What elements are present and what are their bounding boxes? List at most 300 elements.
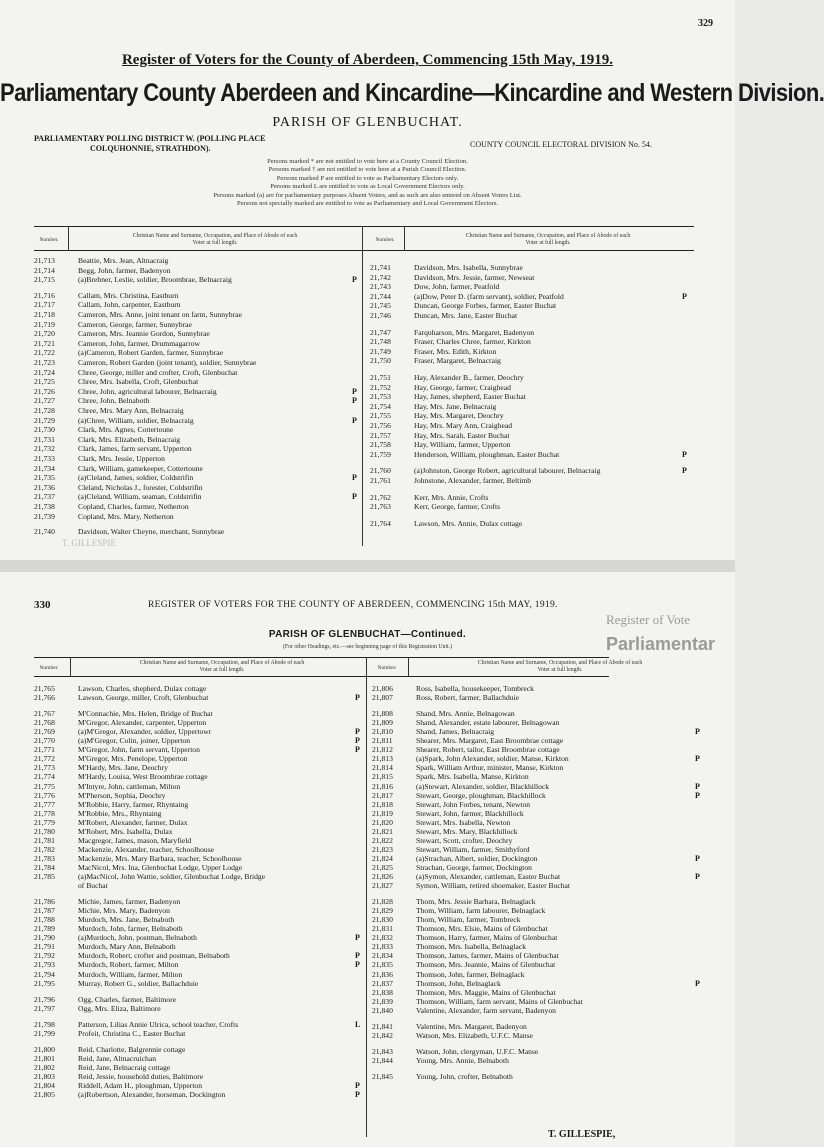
voter-number: 21,726 [34, 386, 55, 396]
table-header-rule [34, 676, 609, 677]
voter-number: 21,811 [372, 736, 393, 746]
voter-entry: Clark, Mrs. Jessie, Upperton [78, 454, 165, 463]
voter-entry: Hay, George, farmer, Craighead [414, 382, 511, 392]
voter-entry: Valentine, Alexander, farm servant, Badenyon [416, 1005, 556, 1015]
table-header-rule [34, 250, 694, 251]
voter-entry: Hay, William, farmer, Upperton [414, 440, 511, 450]
voter-number: 21,827 [372, 881, 393, 891]
voter-number: 21,752 [370, 382, 391, 392]
voter-number: 21,839 [372, 996, 393, 1006]
voter-number: 21,728 [34, 406, 55, 415]
voter-number: 21,812 [372, 745, 393, 755]
voter-number: 21,751 [370, 373, 391, 382]
voter-entry: Chree, John, agricultural labourer, Belnacraig [78, 386, 217, 396]
voter-number: 21,836 [372, 969, 393, 979]
voter-number: 21,756 [370, 421, 391, 430]
register-page-329 [0, 0, 824, 560]
voter-entry: (a)MacNicol, John Wattie, soldier, Glenbuchat Lodge, Bridge [78, 872, 266, 881]
voter-entry: Stewart, Mrs. Mary, Blackhillock [416, 826, 518, 836]
voter-number: 21,832 [372, 933, 393, 943]
ghost-signature: T. GILLESPIE [62, 538, 116, 548]
voter-number: 21,741 [370, 263, 391, 272]
voter-entry: Thomson, Mrs. Elsie, Mains of Glenbuchat [416, 924, 548, 934]
voter-entry: Callam, John, carpenter, Eastburn [78, 300, 181, 310]
voter-number: 21,799 [34, 1028, 55, 1038]
voter-entry: Thomson, Mrs. Isabella, Belnaglack [416, 942, 527, 952]
voter-entry: Thomson, John, Belnaglack [416, 978, 501, 988]
voter-entry: Lawson, George, miller, Croft, Glenbuchat [78, 693, 209, 703]
signature: T. GILLESPIE, [548, 1129, 616, 1140]
column-header-name-line1: Christian Name and Surname, Occupation, and Place of Abode of each [132, 233, 298, 239]
voter-number: 21,780 [34, 826, 55, 836]
voter-number: 21,778 [34, 808, 55, 818]
voter-entry: M'Hardy, Mrs. Jane, Deochry [78, 763, 168, 773]
voter-entry: Spark, William Arthur, minister, Manse, Kirkton [416, 763, 564, 773]
voter-entry: Riddell, Adam H., ploughman, Upperton [78, 1081, 203, 1090]
voter-entry: Patterson, Lilias Annie Ulrica, school teacher, Crofts [78, 1019, 239, 1029]
voter-number: 21,750 [370, 356, 391, 366]
voter-number: 21,830 [372, 915, 393, 925]
voter-entry: Symon, William, retired shoemaker, Easter Buchat [416, 881, 571, 891]
voter-entry: Fraser, Margaret, Belnacraig [414, 356, 501, 366]
voter-number: 21,768 [34, 718, 55, 728]
voter-entry: Shearer, Robert, tailor, East Broombrae cottage [416, 745, 560, 755]
number-column-divider-right [408, 657, 409, 676]
voter-number: 21,725 [34, 377, 55, 387]
voter-mark: P [695, 853, 700, 863]
voter-entry: Stewart, George, ploughman, Blackhillock [416, 790, 546, 800]
voter-number: 21,748 [370, 337, 391, 347]
voter-entry: Kerr, Mrs. Annie, Crofts [414, 492, 489, 502]
voter-number: 21,734 [34, 463, 55, 473]
voter-number: 21,825 [372, 862, 393, 872]
table-top-rule [34, 226, 694, 227]
voter-number: 21,793 [34, 960, 55, 970]
voter-entry: Clark, Mrs. Agnes, Cottertoune [78, 425, 174, 435]
voter-number: 21,745 [370, 301, 391, 311]
voter-entry: Cameron, Mrs. Anne, joint tenant on farm, Sunnybrae [78, 310, 242, 319]
voter-entry: Murdoch, Robert, farmer, Milton [78, 960, 179, 970]
voter-number: 21,755 [370, 411, 391, 421]
voter-entry: Shand, Alexander, estate labourer, Belnagowan [416, 718, 560, 728]
register-title: Register of Voters for the County of Aberdeen, Commencing 15th May, 1919. [121, 52, 614, 68]
voter-entry: Hay, Mrs. Margaret, Deochry [414, 411, 504, 421]
voter-entry: (a)Stewart, Alexander, soldier, Blackhillock [416, 781, 550, 791]
column-divider [362, 226, 363, 546]
voter-entry: Ross, Robert, farmer, Ballachduie [416, 693, 520, 703]
voter-number: 21,782 [34, 844, 55, 854]
voter-entry: Reid, Charlotte, Balgrennie cottage [78, 1044, 186, 1054]
voter-number: 21,809 [372, 718, 393, 728]
number-column-divider [68, 226, 69, 250]
voter-number: 21,835 [372, 960, 393, 970]
voter-entry: (a)M'Gregor, Alexander, soldier, Uppertowr [78, 727, 212, 737]
voter-entry: Cameron, Robert Garden (joint tenant), soldier, Sunnybrae [78, 358, 257, 367]
voter-entry: Thomson, James, farmer, Mains of Glenbuchat [416, 951, 559, 961]
voter-number: 21,844 [372, 1055, 393, 1065]
voter-number: 21,791 [34, 942, 55, 952]
column-header-number: Number. [39, 665, 59, 671]
voter-entry: Macgregor, James, mason, Maryfield [78, 835, 192, 845]
voter-mark: P [355, 1081, 360, 1090]
voter-number: 21,800 [34, 1044, 55, 1054]
voter-number: 21,795 [34, 978, 55, 988]
voter-number: 21,820 [372, 817, 393, 827]
voter-number: 21,716 [34, 290, 55, 300]
voter-mark: P [355, 960, 360, 970]
voter-number: 21,829 [372, 906, 393, 916]
voter-number: 21,779 [34, 817, 55, 827]
voter-number: 21,810 [372, 727, 393, 737]
voter-number: 21,833 [372, 942, 393, 952]
voter-number: 21,743 [370, 282, 391, 292]
voter-number: 21,742 [370, 272, 391, 282]
voter-entry: of Buchat [78, 881, 108, 891]
voter-mark: P [352, 396, 357, 406]
voter-number: 21,767 [34, 709, 55, 719]
voter-entry: Beattie, Mrs. Jean, Altnacraig [78, 256, 169, 265]
voter-number: 21,818 [372, 799, 393, 809]
voter-number: 21,821 [372, 826, 393, 836]
bleed-through-heading: Parliamentar [606, 634, 716, 654]
voter-entry: Thom, William, farmer, Tombreck [416, 915, 521, 925]
voter-number: 21,807 [372, 693, 393, 703]
voter-entry: Shand, Mrs. Annie, Belnagowan [416, 709, 515, 719]
voter-entry: M'Gregor, Alexander, carpenter, Upperton [78, 718, 207, 728]
voter-number: 21,824 [372, 853, 393, 863]
voter-number: 21,721 [34, 338, 55, 348]
voter-entry: (a)Strachan, Albert, soldier, Dockington [416, 853, 538, 863]
voter-number: 21,713 [34, 256, 55, 265]
voter-entry: Davidson, Mrs. Isabella, Sunnybrae [414, 263, 523, 272]
voter-number: 21,714 [34, 265, 55, 275]
voter-entry: Young, Mrs. Annie, Belnaboth [416, 1055, 509, 1065]
voter-entry: Cameron, John, farmer, Drummagarrow [78, 338, 201, 348]
voter-number: 21,722 [34, 348, 55, 358]
voter-entry: Lawson, Mrs. Annie, Dulax cottage [414, 518, 523, 528]
voter-entry: Clark, James, farm servant, Upperton [78, 444, 192, 454]
voter-entry: (a)Cleland, James, soldier, Coldstrifin [78, 473, 194, 483]
voter-entry: Clark, William, gamekeeper, Cottertoune [78, 463, 203, 473]
voter-number: 21,759 [370, 449, 391, 459]
voter-entry: M'Connachie, Mrs. Helen, Bridge of Buchat [78, 709, 213, 719]
note-line: Persons marked L are entitled to vote as Local Government Electors only. [270, 183, 465, 191]
voter-entry: (a)Chree, William, soldier, Belnacraig [78, 415, 194, 425]
voter-number: 21,805 [34, 1090, 55, 1100]
voter-number: 21,826 [372, 872, 393, 881]
voter-mark: P [695, 978, 700, 988]
voter-number: 21,802 [34, 1062, 55, 1072]
voter-number: 21,761 [370, 476, 391, 485]
voter-entry: Kerr, George, farmer, Crofts [414, 502, 501, 512]
voter-number: 21,737 [34, 492, 55, 502]
voter-number: 21,813 [372, 754, 393, 764]
voter-number: 21,772 [34, 754, 55, 764]
voter-entry: Michie, James, farmer, Badenyon [78, 897, 181, 907]
column-header-name-line1: Christian Name and Surname, Occupation, and Place of Abode of each [465, 233, 631, 239]
voter-number: 21,764 [370, 518, 391, 528]
voter-entry: Cameron, George, farmer, Sunnybrae [78, 319, 192, 329]
note-line: Persons marked P are entitled to vote as Parliamentary Electors only. [276, 174, 459, 182]
voter-number: 21,774 [34, 772, 55, 782]
voter-entry: Chree, John, Belnaboth [78, 396, 150, 406]
voter-entry: Begg, John, farmer, Badenyon [78, 265, 171, 275]
voter-entry: M'Intyre, John, cattleman, Milton [78, 781, 181, 791]
voter-entry: Watson, Mrs. Elizabeth, U.F.C. Manse [416, 1030, 533, 1040]
voter-number: 21,731 [34, 434, 55, 444]
voter-mark: P [695, 781, 700, 791]
voter-entry: M'Robbie, Mrs., Rhyntaing [78, 808, 162, 818]
voter-number: 21,720 [34, 329, 55, 339]
voter-number: 21,723 [34, 358, 55, 367]
voter-number: 21,739 [34, 511, 55, 521]
bleed-through-title: Register of Vote [606, 612, 691, 627]
column-header-name-line2: Voter at full length. [525, 240, 571, 246]
note-line: Persons marked (a) are for parliamentary purposes Absent Voters, and as such are also entered on Absent Voters List. [213, 191, 522, 199]
voter-entry: M'Gregor, Mrs. Penelope, Upperton [78, 754, 188, 764]
voter-entry: Dow, John, farmer, Peatfold [414, 282, 500, 292]
voter-entry: M'Robert, Alexander, farmer, Dulax [78, 817, 188, 827]
voter-entry: Davidson, Mrs. Jessie, farmer, Newseat [414, 272, 535, 282]
column-header-name-line2: Voter at full length. [192, 240, 238, 246]
voter-number: 21,789 [34, 924, 55, 934]
voter-entry: Chree, Mrs. Isabella, Croft, Glenbuchat [78, 377, 199, 387]
column-header-name-line1: Christian Name and Surname, Occupation, and Place of Abode of each [477, 660, 643, 666]
voter-entry: Thom, William, farm labourer, Belnaglack [416, 906, 546, 916]
voter-entry: (a)Cameron, Robert Garden, farmer, Sunnybrae [78, 348, 223, 358]
note-line: Persons marked † are not entitled to vote here at a Parish Council Election. [268, 166, 467, 174]
voter-number: 21,771 [34, 745, 55, 755]
voter-entry: Stewart, John Forbes, tenant, Newton [416, 799, 531, 809]
voter-number: 21,727 [34, 396, 55, 406]
voter-mark: P [355, 933, 360, 943]
voter-entry: Clark, Mrs. Elizabeth, Belnacraig [78, 434, 181, 444]
voter-number: 21,823 [372, 844, 393, 854]
voter-number: 21,828 [372, 897, 393, 907]
voter-entry: (a)M'Gregor, Colin, joiner, Upperton [78, 736, 191, 746]
note-line: Persons not specially marked are entitled to vote as Parliamentary and Local Government Electors. [236, 200, 499, 208]
voter-number: 21,792 [34, 951, 55, 961]
voter-mark: P [682, 466, 687, 476]
voter-number: 21,786 [34, 897, 55, 907]
voter-number: 21,788 [34, 915, 55, 925]
voter-entry: Copland, Charles, farmer, Netherton [78, 502, 189, 511]
voter-number: 21,777 [34, 799, 55, 809]
voter-number: 21,808 [372, 709, 393, 719]
voter-entry: Stewart, William, farmer, Smithyford [416, 844, 530, 854]
voter-entry: Thomson, Harry, farmer, Mains of Glenbuchat [416, 933, 558, 943]
voter-entry: Lawson, Charles, shepherd, Dulax cottage [78, 684, 207, 693]
voter-number: 21,732 [34, 444, 55, 454]
voter-number: 21,806 [372, 684, 393, 693]
voter-number: 21,831 [372, 924, 393, 934]
register-page-330 [0, 572, 735, 1147]
voter-number: 21,715 [34, 275, 55, 285]
headings-note: (For other Headings, etc.—see beginning page of this Registration Unit.) [282, 644, 453, 650]
voter-number: 21,776 [34, 790, 55, 800]
voter-number: 21,754 [370, 401, 391, 411]
voter-number: 21,783 [34, 853, 55, 863]
voter-entry: (a)Symon, Alexander, cattleman, Easter Buchat [416, 872, 561, 881]
voter-entry: Ogg, Mrs. Eliza, Baltimore [78, 1003, 161, 1013]
voter-entry: M'Pherson, Sophia, Deochry [78, 790, 166, 800]
voter-number: 21,785 [34, 872, 55, 881]
voter-number: 21,724 [34, 367, 55, 377]
voter-entry: M'Robbie, Harry, farmer, Rhyntaing [78, 799, 189, 809]
page-number: 329 [698, 18, 713, 29]
voter-mark: P [695, 790, 700, 800]
voter-number: 21,841 [372, 1021, 393, 1031]
voter-mark: P [695, 727, 700, 737]
voter-number: 21,794 [34, 969, 55, 979]
voter-entry: Ross, Isabella, housekeeper, Tombreck [416, 684, 534, 693]
voter-number: 21,775 [34, 781, 55, 791]
voter-entry: Shand, James, Belnacraig [416, 727, 495, 737]
voter-entry: Johnstone, Alexander, farmer, Beltimb [414, 476, 532, 485]
column-header-number: Number. [39, 237, 59, 243]
voter-entry: Copland, Mrs. Mary, Netherton [78, 511, 174, 521]
column-header-name-line2: Voter at full length. [537, 667, 583, 673]
voter-entry: Murdoch, Mary Ann, Belnaboth [78, 942, 176, 952]
main-title: Parliamentary County Aberdeen and Kincardine—Kincardine and Western Division. [0, 78, 824, 107]
parish-title: PARISH OF GLENBUCHAT. [272, 115, 463, 130]
voter-number: 21,842 [372, 1030, 393, 1040]
voter-entry: Murdoch, William, farmer, Milton [78, 969, 183, 979]
voter-entry: Mackenzie, Alexander, teacher, Schoolhouse [78, 844, 215, 854]
column-header-name-line2: Voter at full length. [199, 667, 245, 673]
voter-number: 21,765 [34, 684, 55, 693]
voter-entry: Thomson, Mrs. Jeannie, Mains of Glenbuchat [416, 960, 556, 970]
voter-number: 21,736 [34, 482, 55, 492]
voter-entry: Chree, George, miller and crofter, Croft, Glenbuchat [78, 367, 238, 377]
voter-number: 21,787 [34, 906, 55, 916]
voter-entry: Hay, Alexander B., farmer, Deochry [414, 373, 524, 382]
voter-entry: M'Hardy, Louisa, West Broombrae cottage [78, 772, 208, 782]
voter-entry: Davidson, Walter Cheyne, merchant, Sunnybrae [78, 527, 225, 537]
parish-title: PARISH OF GLENBUCHAT—Continued. [268, 629, 467, 640]
voter-entry: Callam, Mrs. Christina, Eastburn [78, 290, 179, 300]
column-divider [366, 657, 367, 1137]
voter-number: 21,738 [34, 502, 55, 511]
voter-entry: Hay, Mrs. Mary Ann, Craighead [414, 421, 512, 430]
voter-entry: Thomson, John, farmer, Belnaglack [416, 969, 525, 979]
voter-entry: (a)Johnston, George Robert, agricultural labourer, Belnacraig [414, 466, 601, 476]
voter-entry: Reid, Jane, Altnacruichan [78, 1053, 157, 1063]
voter-mark: P [355, 745, 360, 755]
voter-entry: Michie, Mrs. Mary, Badenyon [78, 906, 170, 916]
voter-number: 21,816 [372, 781, 393, 791]
voter-number: 21,790 [34, 933, 55, 943]
voter-entry: Reid, Jessie, household duties, Baltimore [78, 1071, 204, 1081]
voter-mark: P [352, 275, 357, 285]
voter-number: 21,746 [370, 311, 391, 320]
voter-number: 21,730 [34, 425, 55, 435]
voter-entry: (a)Brebner, Leslie, soldier, Broombrae, Belnacraig [78, 275, 232, 285]
voter-number: 21,769 [34, 727, 55, 737]
voter-number: 21,797 [34, 1003, 55, 1013]
voter-entry: Duncan, Mrs. Jane, Easter Buchat [414, 311, 518, 320]
voter-number: 21,796 [34, 994, 55, 1004]
voter-entry: Ogg, Charles, farmer, Baltimore [78, 994, 176, 1004]
voter-entry: Chree, Mrs. Mary Ann, Belnacraig [78, 406, 184, 415]
voter-entry: Reid, Jane, Belnacraig cottage [78, 1062, 171, 1072]
voter-entry: Henderson, William, ploughman, Easter Buchat [414, 449, 560, 459]
voter-entry: M'Robert, Mrs. Isabella, Dulax [78, 826, 173, 836]
voter-entry: (a)Robertson, Alexander, horseman, Dockington [78, 1090, 226, 1100]
voter-entry: Murray, Robert G., soldier, Ballachduie [78, 978, 199, 988]
voter-number: 21,763 [370, 502, 391, 512]
voter-mark: P [352, 473, 357, 483]
voter-mark: P [355, 727, 360, 737]
voter-entry: Murdoch, John, farmer, Belnaboth [78, 924, 183, 934]
voter-entry: Fraser, Charles Chree, farmer, Kirkton [414, 337, 531, 347]
voter-number: 21,798 [34, 1019, 55, 1029]
voter-entry: MacNicol, Mrs. Ina, Glenbuchat Lodge, Upper Lodge [78, 862, 243, 872]
voter-number: 21,749 [370, 346, 391, 356]
voter-number: 21,747 [370, 327, 391, 337]
voter-entry: Stewart, John, farmer, Blackhillock [416, 808, 524, 818]
note-line: Persons marked * are not entitled to vote here at a County Council Election. [267, 158, 468, 165]
voter-number: 21,735 [34, 473, 55, 483]
voter-number: 21,762 [370, 492, 391, 502]
voter-entry: Thomson, Mrs. Maggie, Mains of Glenbuchat [416, 987, 556, 997]
voter-entry: (a)Cleland, William, seaman, Coldstrifin [78, 492, 202, 502]
number-column-divider [70, 657, 71, 676]
voter-mark: P [355, 693, 360, 703]
voter-entry: Watson, John, clergyman, U.F.C. Manse [416, 1046, 539, 1056]
voter-entry: Valentine, Mrs. Margaret, Badenyon [416, 1021, 527, 1031]
voter-number: 21,718 [34, 310, 55, 319]
voter-entry: Young, John, crofter, Belnaboth [416, 1071, 513, 1081]
number-column-divider-right [404, 226, 405, 250]
voter-mark: P [695, 754, 700, 764]
voter-number: 21,819 [372, 808, 393, 818]
voter-number: 21,814 [372, 763, 393, 773]
voter-mark-notes [0, 158, 735, 208]
voter-entry: M'Gregor, John, farm servant, Upperton [78, 745, 200, 755]
table-top-rule [34, 657, 609, 658]
voter-number: 21,840 [372, 1005, 393, 1015]
voter-number: 21,845 [372, 1071, 393, 1081]
voter-entry: Profeit, Christina C., Easter Buchat [78, 1028, 186, 1038]
voter-mark: P [355, 1090, 360, 1100]
voter-number: 21,803 [34, 1071, 55, 1081]
polling-district [34, 134, 265, 154]
polling-place-line: COLQUHONNIE, STRATHDON). [90, 144, 211, 153]
voter-entry: Shearer, Mrs. Margaret, East Broombrae cottage [416, 736, 564, 746]
voter-number: 21,770 [34, 736, 55, 746]
voter-number: 21,784 [34, 862, 55, 872]
voter-number: 21,817 [372, 790, 393, 800]
voter-number: 21,717 [34, 300, 55, 310]
voter-number: 21,757 [370, 430, 391, 440]
voter-mark: P [352, 386, 357, 396]
voter-entry: Thomson, William, farm servant, Mains of Glenbuchat [416, 996, 583, 1006]
voter-number: 21,815 [372, 772, 393, 782]
voter-entry: Murdoch, Mrs. Jane, Belnaboth [78, 915, 175, 925]
voter-mark: P [355, 736, 360, 746]
voter-entry: Thom, Mrs. Jessie Barbara, Belnaglack [416, 897, 536, 907]
polling-district-line: PARLIAMENTARY POLLING DISTRICT W. (POLLING PLACE [34, 134, 266, 143]
voter-entry: Spark, Mrs. Isabella, Manse, Kirkton [416, 772, 529, 782]
column-header-number-right: Number. [377, 665, 397, 671]
voter-mark: P [682, 449, 687, 459]
page-number: 330 [34, 599, 51, 611]
column-header-name [80, 233, 350, 247]
voter-entry: Mackenzie, Mrs. Mary Barbara, teacher, Schoolhouse [78, 853, 242, 863]
register-header: REGISTER OF VOTERS FOR THE COUNTY OF ABERDEEN, COMMENCING 15th MAY, 1919. [148, 600, 558, 610]
voter-number: 21,766 [34, 693, 55, 703]
